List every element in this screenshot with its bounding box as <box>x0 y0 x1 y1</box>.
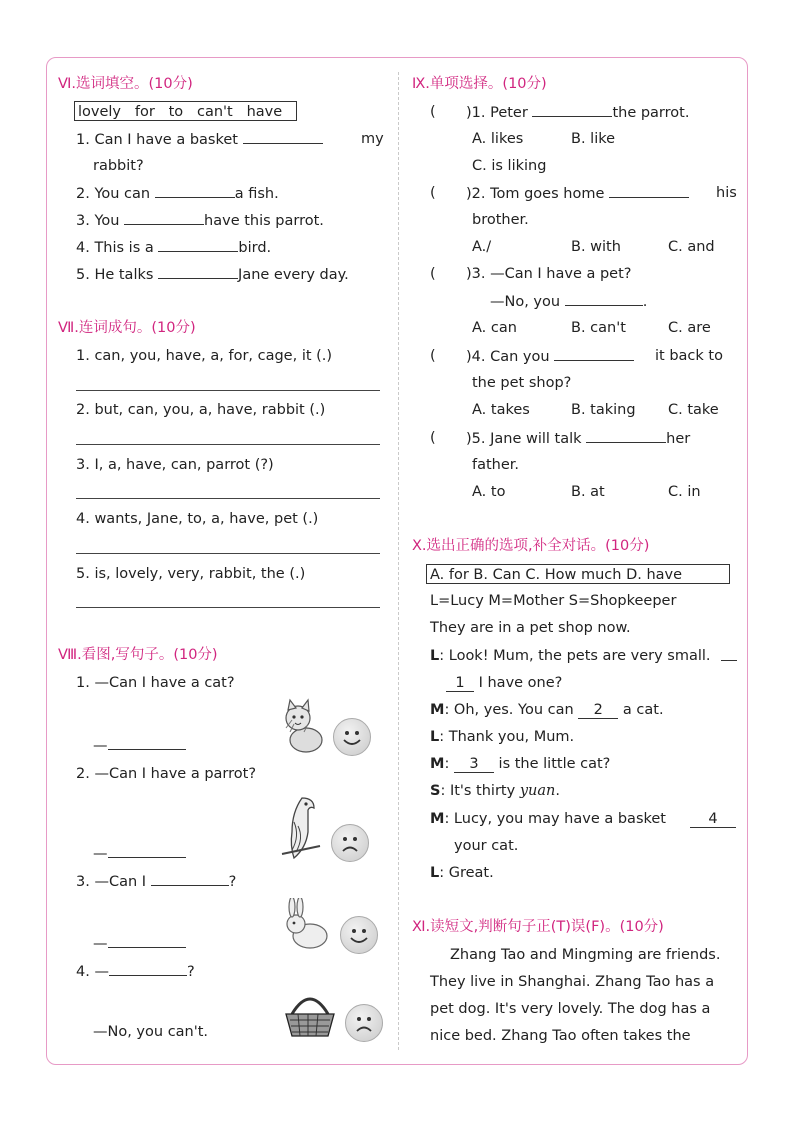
s9-q1-part: the parrot. <box>612 105 690 121</box>
s9-q5-part: her <box>666 431 691 447</box>
basket-picture <box>282 990 338 1040</box>
answer-blank[interactable] <box>108 735 186 750</box>
answer-paren[interactable]: ( <box>430 266 436 282</box>
s7-q1: 1. can, you, have, a, for, cage, it (.) <box>76 348 333 364</box>
answer-blank[interactable] <box>565 291 643 306</box>
word-bank-item: to <box>168 104 184 120</box>
word-bank-item: can't <box>197 104 233 120</box>
s9-q5-cont: father. <box>472 457 520 473</box>
word-bank-item: for <box>134 104 155 120</box>
dialog-line-7 <box>430 863 494 883</box>
answer-line[interactable] <box>76 498 380 499</box>
word-bank-box <box>74 101 297 121</box>
speaker: L <box>430 865 440 881</box>
answer-line[interactable] <box>76 553 380 554</box>
s8-q3-part: ? <box>228 874 237 890</box>
dialog-text: a cat. <box>622 702 664 718</box>
option: B. like <box>571 131 616 147</box>
answer-blank[interactable] <box>243 129 323 144</box>
option: B. at <box>571 484 605 500</box>
frown-face-icon <box>345 1004 383 1042</box>
s9-q2-part: )2. Tom goes home <box>466 186 605 202</box>
option: C. in <box>668 484 701 500</box>
answer-blank[interactable] <box>124 210 204 225</box>
speaker: M <box>430 811 445 827</box>
s6-q3-part: 3. You <box>76 213 120 229</box>
dialog-line-6 <box>430 809 666 829</box>
s6-q2-text <box>76 183 279 204</box>
s6-q4-part: 4. This is a <box>76 240 154 256</box>
option: A./ <box>472 239 492 255</box>
s8-q1-answer <box>93 735 186 756</box>
answer-blank[interactable] <box>554 346 634 361</box>
answer-blank[interactable] <box>586 428 666 443</box>
section-9-heading: Ⅸ.单项选择。(10分) <box>412 76 547 92</box>
frown-face-icon <box>331 824 369 862</box>
answer-line[interactable] <box>76 390 380 391</box>
s8-q1: 1. —Can I have a cat? <box>76 675 235 691</box>
option: B. with <box>571 239 621 255</box>
s6-q2-part: 2. You can <box>76 186 151 202</box>
option: B. taking <box>571 402 636 418</box>
s6-q5-part: 5. He talks <box>76 267 154 283</box>
answer-line[interactable] <box>76 444 380 445</box>
answer-blank[interactable] <box>109 961 187 976</box>
cat-picture <box>278 698 328 756</box>
s8-q3-answer <box>93 933 186 954</box>
dialog-text: : Look! Mum, the pets are very small. <box>439 648 711 664</box>
s9-q3-part: . <box>642 294 648 310</box>
s6-q1-part: 1. Can I have a basket <box>76 132 238 148</box>
passage-line: pet dog. It's very lovely. The dog has a <box>430 1001 711 1017</box>
s8-q3-part: 3. —Can I <box>76 874 147 890</box>
s6-q4-part: bird. <box>238 240 272 256</box>
dialog-text: I have one? <box>478 675 563 691</box>
speaker: S <box>430 783 441 799</box>
section-11-heading: Ⅺ.读短文,判断句子正(T)误(F)。(10分) <box>412 919 664 935</box>
answer-blank[interactable] <box>151 871 229 886</box>
s9-q4-part: )4. Can you <box>466 349 550 365</box>
parrot-picture <box>280 792 322 864</box>
answer-blank[interactable] <box>609 183 689 198</box>
s9-q4-cont: the pet shop? <box>472 375 572 391</box>
s6-q5-part: Jane every day. <box>238 267 349 283</box>
dialog-text: is the little cat? <box>498 756 611 772</box>
dialog-text-italic: yuan <box>519 783 556 799</box>
roles-line: L=Lucy M=Mother S=Shopkeeper <box>430 593 677 609</box>
s9-q1 <box>466 102 689 123</box>
answer-paren[interactable]: ( <box>430 104 436 120</box>
s6-q2-part: a fish. <box>234 186 279 202</box>
answer-blank[interactable] <box>721 646 737 667</box>
choices-box: A. for B. Can C. How much D. have <box>426 564 730 584</box>
scene-line: They are in a pet shop now. <box>430 620 631 636</box>
rabbit-picture <box>280 898 332 952</box>
s8-q4-part: ? <box>186 964 195 980</box>
answer-paren[interactable]: ( <box>430 348 436 364</box>
word-bank-item: lovely <box>78 104 122 120</box>
s6-q3-part: have this parrot. <box>204 213 324 229</box>
s6-q1-cont: rabbit? <box>93 158 144 174</box>
option: B. can't <box>571 320 626 336</box>
section-7-heading: Ⅶ.连词成句。(10分) <box>58 320 196 336</box>
filled-answer[interactable]: 3 <box>454 756 494 773</box>
dialog-line-3 <box>430 727 574 747</box>
answer-blank[interactable] <box>108 933 186 948</box>
dash-mark: — <box>93 846 108 862</box>
s9-q4-tail: it back to <box>655 348 723 364</box>
speaker: L <box>430 729 440 745</box>
s9-q5-part: )5. Jane will talk <box>466 431 582 447</box>
dialog-line-6b: your cat. <box>454 838 519 854</box>
smile-face-icon <box>333 718 371 756</box>
dialog-line-6-blank <box>690 809 736 829</box>
s7-q4: 4. wants, Jane, to, a, have, pet (.) <box>76 511 319 527</box>
s7-q5: 5. is, lovely, very, rabbit, the (.) <box>76 566 306 582</box>
passage-line: nice bed. Zhang Tao often takes the <box>430 1028 691 1044</box>
dialog-line-4 <box>430 754 610 774</box>
answer-blank[interactable] <box>158 237 238 252</box>
filled-answer[interactable]: 1 <box>446 675 474 692</box>
option: C. is liking <box>472 158 547 174</box>
page-frame <box>46 57 748 1065</box>
section-8-heading: Ⅷ.看图,写句子。(10分) <box>58 647 218 663</box>
dialog-text: : Thank you, Mum. <box>439 729 575 745</box>
s8-q4-part: 4. — <box>76 964 109 980</box>
s7-q3: 3. I, a, have, can, parrot (?) <box>76 457 274 473</box>
s9-q2-cont: brother. <box>472 212 529 228</box>
filled-answer[interactable]: 2 <box>578 702 618 719</box>
smile-face-icon <box>340 916 378 954</box>
filled-answer[interactable]: 4 <box>690 811 736 828</box>
s6-q5-text <box>76 264 349 285</box>
s9-q2-tail: his <box>716 185 737 201</box>
passage-line: They live in Shanghai. Zhang Tao has a <box>430 974 715 990</box>
word-bank-item: have <box>246 104 283 120</box>
s7-q2: 2. but, can, you, a, have, rabbit (.) <box>76 402 326 418</box>
dialog-text: : Lucy, you may have a basket <box>444 811 666 827</box>
s9-q3-cont <box>490 291 647 312</box>
s8-q4 <box>76 961 195 982</box>
dialog-text: : <box>444 756 450 772</box>
answer-paren[interactable]: ( <box>430 430 436 446</box>
answer-paren[interactable]: ( <box>430 185 436 201</box>
s9-q5 <box>466 428 690 449</box>
option: A. takes <box>472 402 530 418</box>
dialog-line-5: S: It's thirty yuan. <box>430 783 560 799</box>
dash-mark: — <box>93 936 108 952</box>
dialog-text: : Oh, yes. You can <box>444 702 574 718</box>
s6-q1-tail: my <box>361 131 384 147</box>
passage-line: Zhang Tao and Mingming are friends. <box>450 947 721 963</box>
s8-q4-answer: —No, you can't. <box>93 1024 209 1040</box>
option: A. likes <box>472 131 524 147</box>
s9-q1-part: )1. Peter <box>466 105 528 121</box>
s8-q2: 2. —Can I have a parrot? <box>76 766 257 782</box>
speaker: M <box>430 702 445 718</box>
dialog-line-2 <box>430 700 664 720</box>
answer-blank[interactable] <box>108 843 186 858</box>
s9-q3-part: —No, you <box>490 294 561 310</box>
dialog-line-1b <box>446 673 562 693</box>
answer-blank[interactable] <box>158 264 238 279</box>
option: A. can <box>472 320 517 336</box>
option: A. to <box>472 484 506 500</box>
option: C. are <box>668 320 711 336</box>
speaker: L <box>430 648 440 664</box>
dialog-text: : It's thirty <box>440 783 516 799</box>
s8-q3 <box>76 871 236 892</box>
s9-q2 <box>466 183 689 204</box>
dialog-text: : Great. <box>439 865 494 881</box>
s6-q3-text <box>76 210 324 231</box>
dialog-line-1 <box>430 646 711 666</box>
option: C. and <box>668 239 715 255</box>
answer-blank[interactable] <box>532 102 612 117</box>
s6-q4-text <box>76 237 271 258</box>
section-10-heading: Ⅹ.选出正确的选项,补全对话。(10分) <box>412 538 650 554</box>
s9-q3: )3. —Can I have a pet? <box>466 266 632 282</box>
option: C. take <box>668 402 719 418</box>
answer-blank[interactable] <box>155 183 235 198</box>
s9-q4 <box>466 346 634 367</box>
s8-q2-answer <box>93 843 186 864</box>
dash-mark: — <box>93 738 108 754</box>
s6-q1-text <box>76 129 323 150</box>
answer-line[interactable] <box>76 607 380 608</box>
section-6-heading: Ⅵ.选词填空。(10分) <box>58 76 193 92</box>
speaker: M <box>430 756 445 772</box>
column-divider <box>398 72 399 1050</box>
